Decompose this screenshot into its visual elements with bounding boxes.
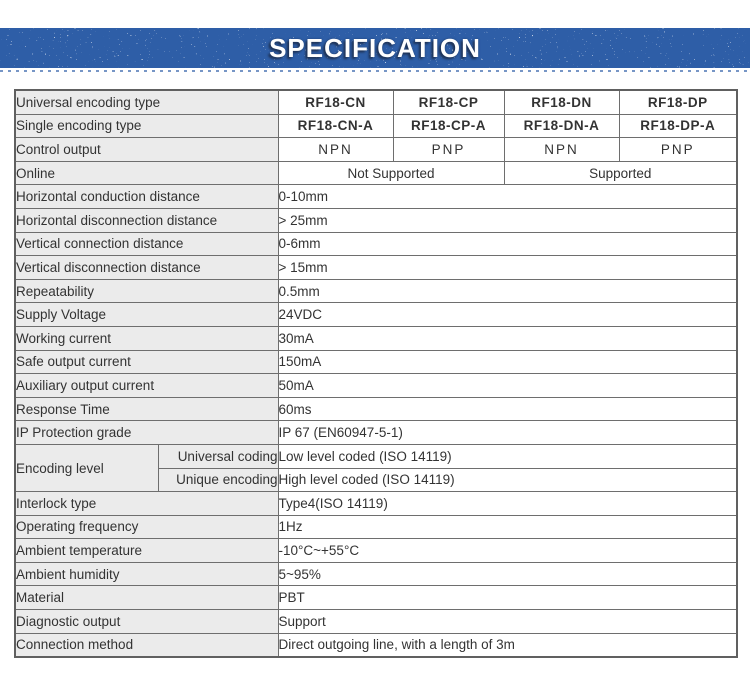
online-support-cell: Supported: [504, 161, 737, 185]
table-row: [15, 350, 737, 374]
value-cell: 5~95%: [278, 562, 737, 586]
table-row: [15, 374, 737, 398]
table-row: [15, 586, 737, 610]
table-row: [15, 515, 737, 539]
table-row: [15, 208, 737, 232]
group-label-cell: Encoding level: [15, 444, 158, 491]
row-label-cell: Connection method: [15, 633, 278, 657]
value-cell: 0-10mm: [278, 185, 737, 209]
table-row: [15, 633, 737, 657]
model-number-cell: RF18-CP: [393, 90, 504, 114]
model-number-cell: RF18-CN: [278, 90, 393, 114]
banner-bottom-speckle-edge: [0, 70, 750, 72]
table-row: [15, 539, 737, 563]
online-support-cell: Not Supported: [278, 161, 504, 185]
table-row: [15, 492, 737, 516]
table-row: [15, 232, 737, 256]
row-label-cell: Ambient temperature: [15, 539, 278, 563]
spec-table: [14, 89, 738, 658]
row-label-cell: Horizontal conduction distance: [15, 185, 278, 209]
control-output-cell: PNP: [619, 138, 737, 162]
row-label-cell: Material: [15, 586, 278, 610]
table-row: [15, 256, 737, 280]
table-row: [15, 610, 737, 634]
row-label-cell: Universal encoding type: [15, 90, 278, 114]
table-row: [15, 114, 737, 138]
row-label-cell: Diagnostic output: [15, 610, 278, 634]
value-cell: 0.5mm: [278, 279, 737, 303]
table-row: [15, 303, 737, 327]
table-row: [15, 562, 737, 586]
value-cell: PBT: [278, 586, 737, 610]
value-cell: Direct outgoing line, with a length of 3m: [278, 633, 737, 657]
value-cell: 30mA: [278, 326, 737, 350]
value-cell: 150mA: [278, 350, 737, 374]
row-label-cell: Repeatability: [15, 279, 278, 303]
value-cell: Support: [278, 610, 737, 634]
table-row: [15, 421, 737, 445]
row-label-cell: Ambient humidity: [15, 562, 278, 586]
control-output-cell: NPN: [504, 138, 619, 162]
row-label-cell: Single encoding type: [15, 114, 278, 138]
table-row: [15, 397, 737, 421]
table-row: [15, 90, 737, 114]
value-cell: 0-6mm: [278, 232, 737, 256]
value-cell: -10°C~+55°C: [278, 539, 737, 563]
value-cell: 1Hz: [278, 515, 737, 539]
encoding-sublabel-cell: Universal coding: [158, 444, 278, 468]
row-label-cell: Vertical disconnection distance: [15, 256, 278, 280]
value-cell: > 15mm: [278, 256, 737, 280]
model-number-cell: RF18-DP: [619, 90, 737, 114]
row-label-cell: Control output: [15, 138, 278, 162]
row-label-cell: Supply Voltage: [15, 303, 278, 327]
value-cell: High level coded (ISO 14119): [278, 468, 737, 492]
value-cell: 60ms: [278, 397, 737, 421]
model-number-cell: RF18-DN: [504, 90, 619, 114]
row-label-cell: Interlock type: [15, 492, 278, 516]
page-title: SPECIFICATION: [269, 33, 481, 63]
table-row: [15, 326, 737, 350]
model-number-cell: RF18-CN-A: [278, 114, 393, 138]
table-row: [15, 138, 737, 162]
control-output-cell: NPN: [278, 138, 393, 162]
row-label-cell: Vertical connection distance: [15, 232, 278, 256]
model-number-cell: RF18-DN-A: [504, 114, 619, 138]
encoding-sublabel-cell: Unique encoding: [158, 468, 278, 492]
value-cell: 50mA: [278, 374, 737, 398]
row-label-cell: Online: [15, 161, 278, 185]
value-cell: 24VDC: [278, 303, 737, 327]
model-number-cell: RF18-DP-A: [619, 114, 737, 138]
value-cell: Type4(ISO 14119): [278, 492, 737, 516]
value-cell: > 25mm: [278, 208, 737, 232]
table-row: [15, 444, 737, 468]
row-label-cell: Safe output current: [15, 350, 278, 374]
row-label-cell: Response Time: [15, 397, 278, 421]
table-row: [15, 185, 737, 209]
row-label-cell: IP Protection grade: [15, 421, 278, 445]
value-cell: Low level coded (ISO 14119): [278, 444, 737, 468]
table-row: [15, 161, 737, 185]
row-label-cell: Horizontal disconnection distance: [15, 208, 278, 232]
row-label-cell: Auxiliary output current: [15, 374, 278, 398]
value-cell: IP 67 (EN60947-5-1): [278, 421, 737, 445]
table-row: [15, 279, 737, 303]
row-label-cell: Operating frequency: [15, 515, 278, 539]
model-number-cell: RF18-CP-A: [393, 114, 504, 138]
specification-banner: [0, 28, 750, 68]
row-label-cell: Working current: [15, 326, 278, 350]
control-output-cell: PNP: [393, 138, 504, 162]
